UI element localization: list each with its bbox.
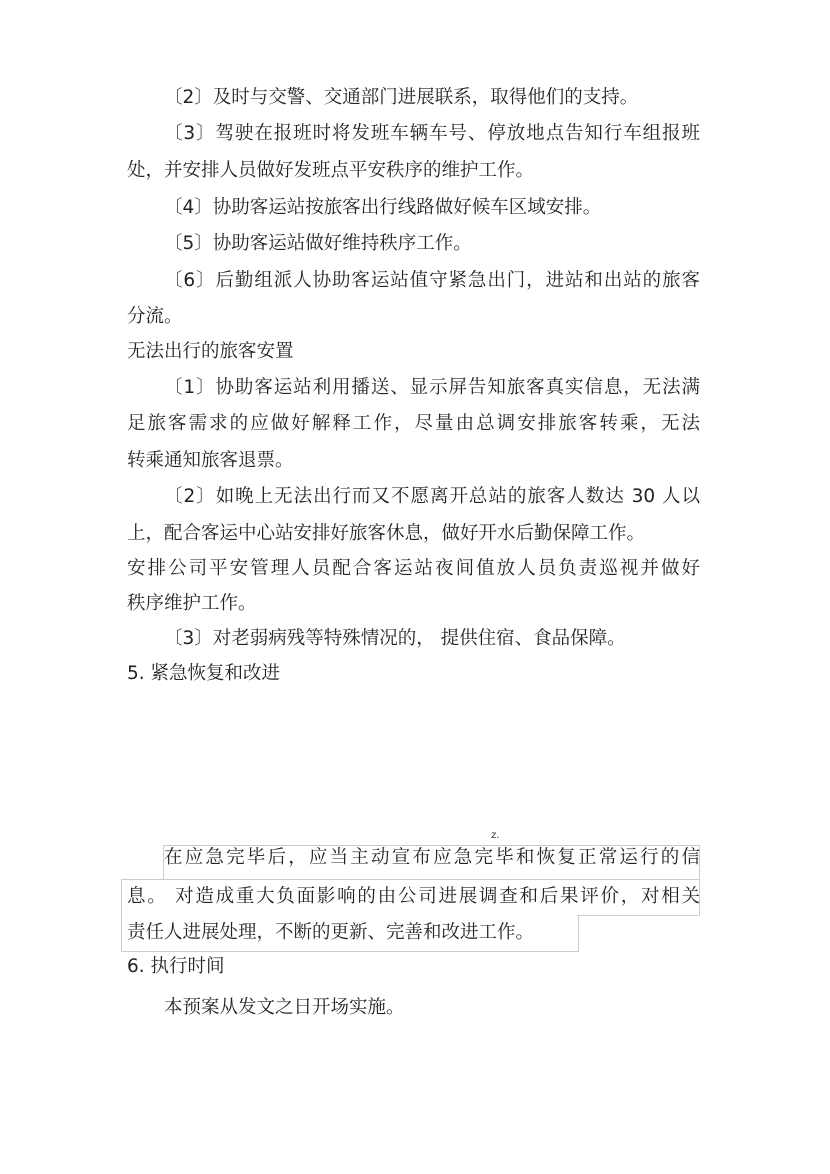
section-heading: 无法出行的旅客安置 bbox=[127, 341, 294, 362]
text-line: 安排公司平安管理人员配合客运站夜间值放人员负责巡视并做好 bbox=[127, 558, 700, 579]
text-line: 足旅客需求的应做好解释工作，尽量由总调安排旅客转乘，无法 bbox=[127, 413, 700, 434]
list-item: 〔1〕协助客运站利用播送、显示屏告知旅客真实信息，无法满 bbox=[164, 377, 700, 398]
list-item: 〔3〕对老弱病残等特殊情况的， 提供住宿、食品保障。 bbox=[164, 628, 626, 649]
margin-note: z. bbox=[491, 830, 500, 841]
list-item: 〔5〕协助客运站做好维持秩序工作。 bbox=[164, 233, 472, 254]
section-heading: 5. 紧急恢复和改进 bbox=[127, 663, 281, 684]
text-line: 处，并安排人员做好发班点平安秩序的维护工作。 bbox=[127, 160, 535, 181]
recovery-paragraph-line: 息。 对造成重大负面影响的由公司进展调查和后果评价，对相关 bbox=[127, 886, 700, 907]
text-line: 上，配合客运中心站安排好旅客休息，做好开水后勤保障工作。 bbox=[127, 523, 646, 544]
text-line: 转乘通知旅客退票。 bbox=[127, 450, 294, 471]
section-heading: 6. 执行时间 bbox=[127, 956, 225, 977]
list-item: 〔2〕及时与交警、交通部门进展联系，取得他们的支持。 bbox=[164, 87, 639, 108]
list-item: 〔3〕驾驶在报班时将发班车辆车号、停放地点告知行车组报班 bbox=[164, 123, 700, 144]
text-line: 秩序维护工作。 bbox=[127, 593, 257, 614]
recovery-paragraph-line: 责任人进展处理，不断的更新、完善和改进工作。 bbox=[127, 922, 535, 943]
recovery-paragraph-line: 在应急完毕后，应当主动宣布应急完毕和恢复正常运行的信 bbox=[164, 847, 700, 868]
list-item: 〔4〕协助客运站按旅客出行线路做好候车区域安排。 bbox=[164, 197, 602, 218]
section6-body: 本预案从发文之日开场实施。 bbox=[164, 997, 405, 1018]
list-item: 〔6〕后勤组派人协助客运站值守紧急出门，进站和出站的旅客 bbox=[164, 270, 700, 291]
list-item: 〔2〕如晚上无法出行而又不愿离开总站的旅客人数达 30 人以 bbox=[164, 486, 700, 507]
text-line: 分流。 bbox=[127, 306, 183, 327]
